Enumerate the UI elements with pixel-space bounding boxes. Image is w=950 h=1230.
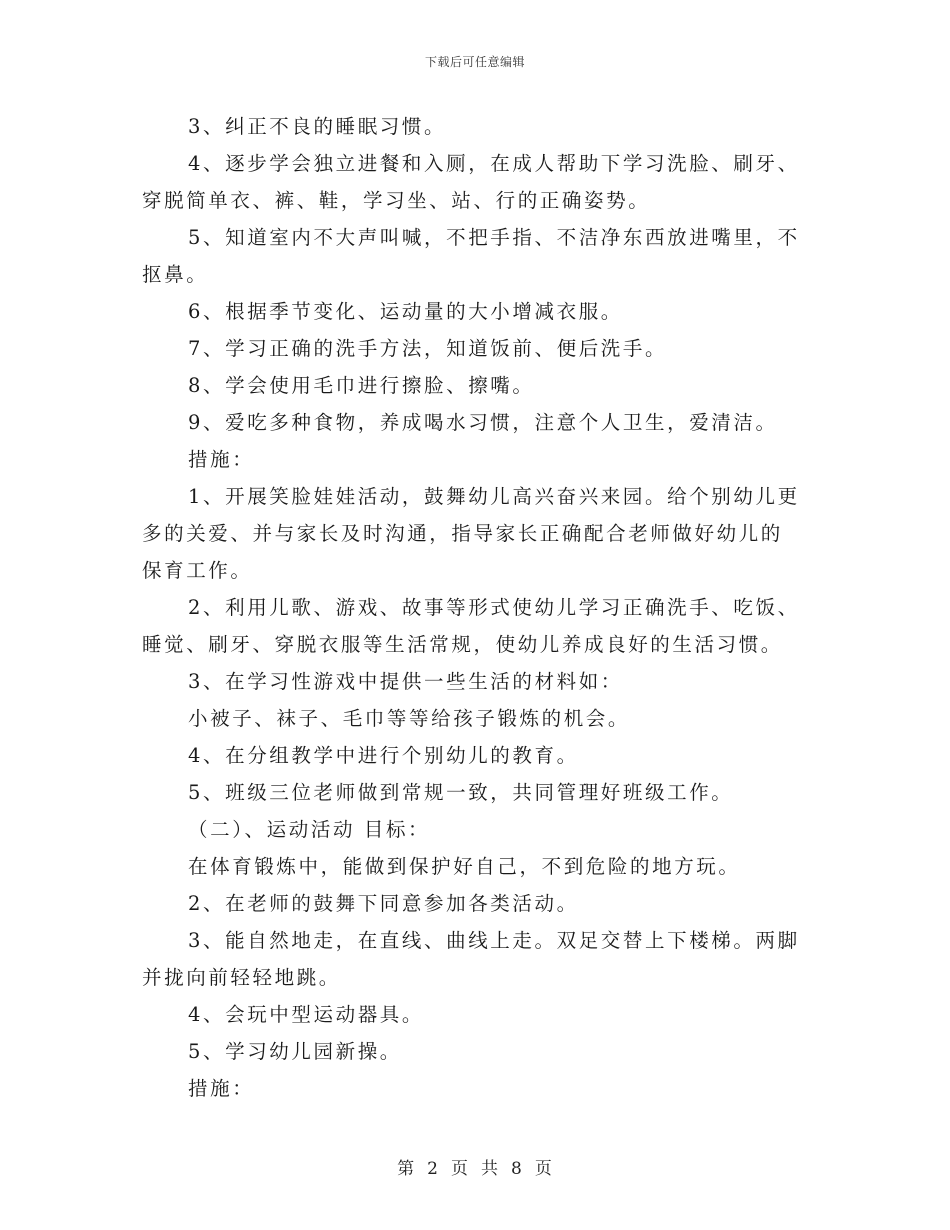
footer-prefix: 第 (397, 1159, 416, 1179)
section-heading: 措施： (188, 448, 255, 471)
footer-page-number: 2 (427, 1159, 439, 1179)
paragraph: 9、爱吃多种食物，养成喝水习惯，注意个人卫生，爱清洁。 (188, 411, 778, 434)
section-heading: （二）、运动活动 目标： (188, 818, 431, 841)
paragraph: 小被子、袜子、毛巾等等给孩子锻炼的机会。 (188, 707, 631, 730)
paragraph: 5、班级三位老师做到常规一致，共同管理好班级工作。 (188, 781, 734, 804)
section-heading: 措施： (188, 1077, 255, 1100)
footer-suffix: 页 (534, 1159, 553, 1179)
paragraph: 4、逐步学会独立进餐和入厕，在成人帮助下学习洗脸、刷牙、穿脱简单衣、裤、鞋，学习坐、站、行的正确姿势。 (142, 152, 800, 212)
paragraph: 4、会玩中型运动器具。 (188, 1003, 425, 1026)
page-header (0, 53, 950, 70)
paragraph: 8、学会使用毛巾进行擦脸、擦嘴。 (188, 374, 535, 397)
paragraph: 5、知道室内不大声叫喊，不把手指、不洁净东西放进嘴里，不抠鼻。 (142, 226, 800, 286)
paragraph: 3、纠正不良的睡眠习惯。 (188, 115, 447, 138)
paragraph: 2、利用儿歌、游戏、故事等形式使幼儿学习正确洗手、吃饭、睡觉、刷牙、穿脱衣服等生活常规，使幼儿养成良好的生活习惯。 (142, 596, 800, 656)
page-footer (0, 1154, 950, 1179)
paragraph: 5、学习幼儿园新操。 (188, 1040, 402, 1063)
paragraph: 2、在老师的鼓舞下同意参加各类活动。 (188, 892, 579, 915)
footer-total-word: 共 (481, 1159, 499, 1179)
footer-page-word: 页 (451, 1159, 469, 1179)
paragraph: 1、开展笑脸娃娃活动，鼓舞幼儿高兴奋兴来园。给个别幼儿更多的关爱、并与家长及时沟通，指导家长正确配合老师做好幼儿的保育工作。 (142, 485, 800, 582)
header-note: 下载后可任意编辑 (424, 55, 525, 69)
footer-total-pages: 8 (511, 1159, 523, 1179)
document-body (142, 108, 802, 1107)
paragraph: 3、在学习性游戏中提供一些生活的材料如： (188, 670, 623, 693)
paragraph: 6、根据季节变化、运动量的大小增减衣服。 (188, 300, 623, 323)
paragraph: 在体育锻炼中，能做到保护好自己，不到危险的地方玩。 (188, 855, 741, 878)
paragraph: 4、在分组教学中进行个别幼儿的教育。 (188, 744, 579, 767)
paragraph: 7、学习正确的洗手方法，知道饭前、便后洗手。 (188, 337, 668, 360)
paragraph: 3、能自然地走，在直线、曲线上走。双足交替上下楼梯。两脚并拢向前轻轻地跳。 (142, 929, 800, 989)
